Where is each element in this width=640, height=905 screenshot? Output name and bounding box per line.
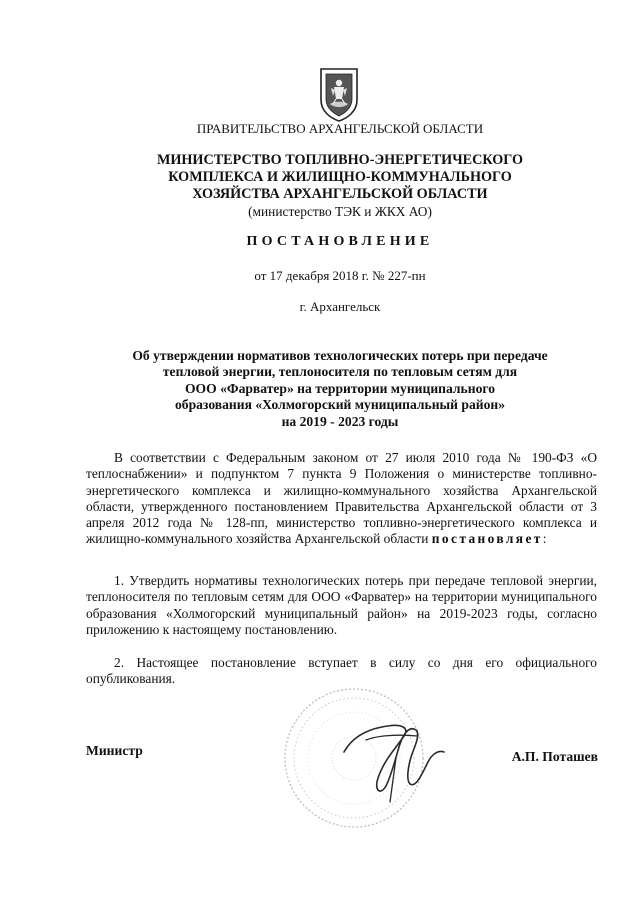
subject-line: Об утверждении нормативов технологических потерь при передаче — [132, 348, 548, 363]
ministry-line: КОМПЛЕКСА И ЖИЛИЩНО-КОММУНАЛЬНОГО — [168, 169, 512, 185]
document-city: г. Архангельск — [299, 299, 381, 314]
coat-of-arms-icon — [318, 66, 360, 122]
document-date-number: от 17 декабря 2018 г. № 227-пн — [254, 268, 426, 283]
item-2-text: 2. Настоящее постановление вступает в силу со дня его официального опубликования. — [86, 655, 597, 687]
decrees-colon: : — [542, 531, 547, 547]
preamble-text: В соответствии с Федеральным законом от 27 июля 2010 года № 190-ФЗ «О теплоснабжении» и подпунктом 7 пункта 9 Положения о министерстве топливно-энергетического комплекса и жилищно-коммунального хозяйства Архангельской области, утвержденного постановлением Правительства Архангельской области от 3 апреля 2012 года № 128-пп, министерство топливно-энергетического комплекса и жилищно-коммунального хозяйства Архангельской области — [86, 450, 597, 547]
item-1-text: 1. Утвердить нормативы технологических потерь при передаче тепловой энергии, теплоносителя по тепловым сетям для ООО «Фарватер» на территории муниципального образования «Холмогорский муниципальный район» на 2019-2023 годы, согласно приложению к настоящему постановлению. — [86, 573, 597, 637]
subject-line: тепловой энергии, теплоносителя по тепловым сетям для — [162, 364, 518, 380]
document-type: ПОСТАНОВЛЕНИЕ — [246, 234, 434, 249]
ministry-line: МИНИСТЕРСТВО ТОПЛИВНО-ЭНЕРГЕТИЧЕСКОГО — [156, 152, 524, 168]
decrees-word: постановляет — [431, 531, 543, 547]
ministry-name — [60, 152, 620, 220]
subject-line: на 2019 - 2023 годы — [281, 413, 399, 429]
handwritten-signature-icon — [330, 700, 460, 810]
signer-title: Министр — [86, 743, 143, 758]
ministry-short-name: (министерство ТЭК и ЖКХ АО) — [248, 204, 432, 219]
preamble-paragraph — [86, 450, 597, 548]
item-1-paragraph — [86, 573, 597, 638]
subject-line: образования «Холмогорский муниципальный район» — [174, 397, 506, 413]
item-2-paragraph — [86, 655, 597, 688]
document-subject — [80, 348, 600, 430]
subject-line: ООО «Фарватер» на территории муниципального — [184, 380, 496, 396]
signer-name: А.П. Поташев — [511, 749, 598, 764]
ministry-line: ХОЗЯЙСТВА АРХАНГЕЛЬСКОЙ ОБЛАСТИ — [192, 186, 488, 202]
government-name: ПРАВИТЕЛЬСТВО АРХАНГЕЛЬСКОЙ ОБЛАСТИ — [196, 121, 484, 136]
